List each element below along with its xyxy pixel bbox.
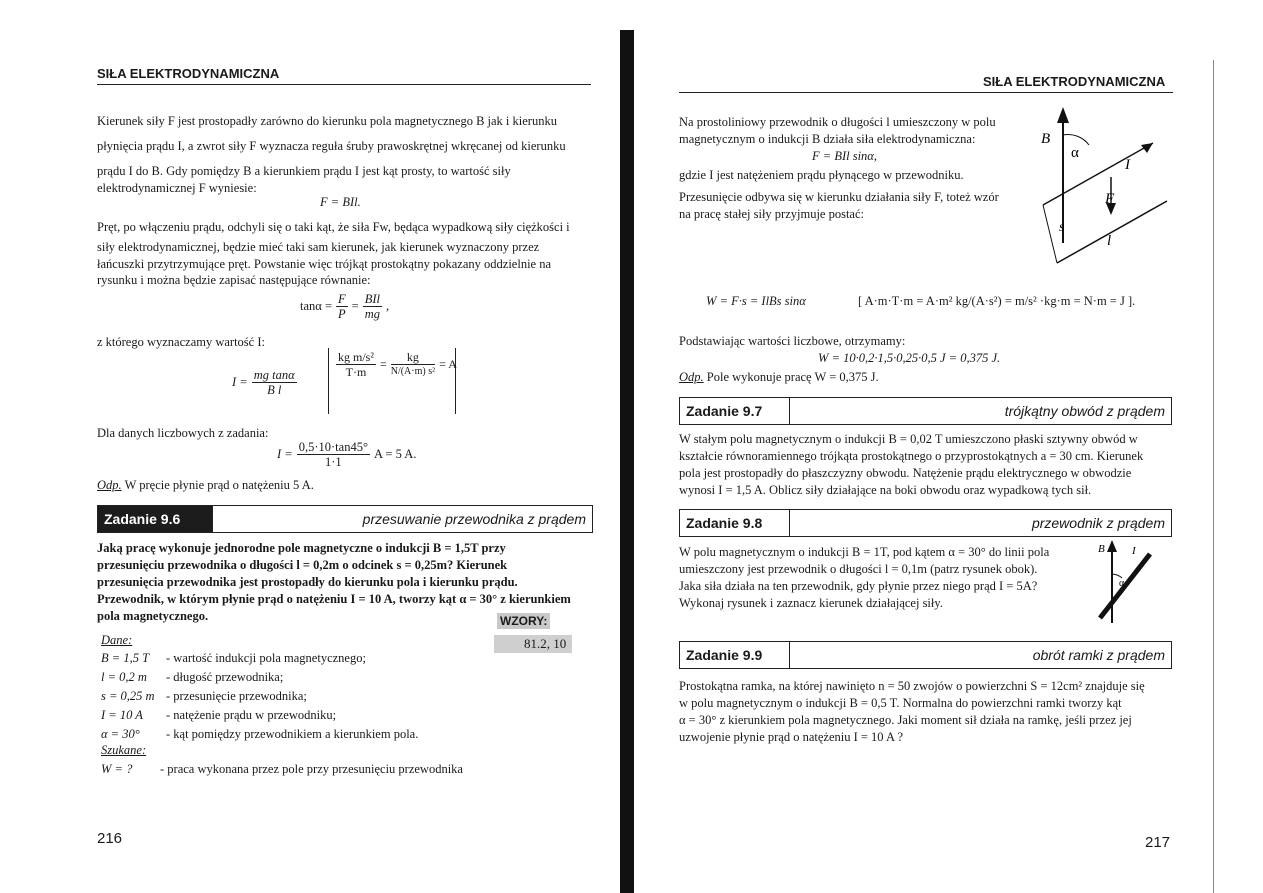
equation-f-bil: F = BIl. <box>320 195 361 209</box>
angle-arc <box>1063 134 1089 145</box>
text-line: gdzie I jest natężeniem prądu płynącego w przewodniku. <box>679 168 964 182</box>
denominator: P <box>338 307 346 321</box>
result-equation: W = 10·0,2·1,5·0,25·0,5 J = 0,375 J. <box>818 351 1001 365</box>
dane-desc: - natężenie prądu w przewodniku; <box>166 708 337 722</box>
fraction <box>336 350 376 379</box>
dane-symbol: l = 0,2 m <box>101 670 147 684</box>
work-unit-derivation: [ A·m·T·m = A·m² kg/(A·s²) = m/s² ·kg·m = N·m = J ]. <box>858 294 1136 308</box>
text-line: Pręt, po włączeniu prądu, odchyli się o taki kąt, że siła Fw, będąca wypadkową siły ciężkości i <box>97 220 570 234</box>
dane-symbol: I = 10 A <box>101 708 143 722</box>
page-number: 217 <box>1145 834 1171 851</box>
eq-lhs: I = <box>232 375 248 389</box>
header-rule <box>97 84 591 85</box>
text-line: W polu magnetycznym o indukcji B = 1T, pod kątem α = 30° do linii pola <box>679 545 1050 559</box>
text-line: umieszczony jest przewodnik o długości l = 0,1m (patrz rysunek obok). <box>679 562 1038 576</box>
label-f: F <box>1105 191 1115 207</box>
unit-result: = A <box>439 357 457 371</box>
eq-rhs: A = 5 A. <box>373 447 417 461</box>
line-from: z którego wyznaczamy wartość I: <box>97 335 265 349</box>
text-line: W stałym polu magnetycznym o indukcji B = 0,02 T umieszczono płaski sztywny obwód w <box>679 432 1138 446</box>
numerator: F <box>338 292 346 306</box>
text-line: kształcie równoramiennego trójkąta prostokątnego o przyprostokątnych a = 30 cm. Kierunek <box>679 449 1144 463</box>
text-line: pola magnetycznego. <box>97 609 209 623</box>
answer-line <box>679 369 879 386</box>
wzory-value: 81.2, 10 <box>494 635 572 653</box>
text-line: uzwojenie płynie prąd o natężeniu I = 10 A ? <box>679 730 903 744</box>
fraction <box>363 292 382 321</box>
text-line: wynosi I = 1,5 A. Oblicz siły działające na boki obwodu oraz wypadkową tych sił. <box>679 483 1092 497</box>
numerator: kg <box>391 350 435 365</box>
task-title: przesuwanie przewodnika z prądem <box>362 511 586 527</box>
text-line: Jaką pracę wykonuje jednorodne pole magnetyczne o indukcji B = 1,5T przy <box>97 541 506 555</box>
denominator: N/(A·m) s² <box>390 366 436 377</box>
conductor-upper <box>1043 143 1153 205</box>
task-label: Zadanie 9.7 <box>680 398 790 424</box>
task-text-9-9 <box>679 678 1171 746</box>
rod-paragraph <box>97 218 591 288</box>
text-line: pola jest prostopadły do płaszczyzny obwodu. Natężenie prądu elektrycznego w obwodzie <box>679 466 1132 480</box>
task-title: obrót ramki z prądem <box>1032 647 1165 663</box>
label-alpha: α <box>1071 145 1079 161</box>
wzory-label: WZORY: <box>497 613 550 629</box>
task-9-8-figure <box>1092 538 1162 628</box>
text-line: płynięcia prądu I, a zwrot siły F wyznacza reguła śruby prawoskrętnej wkręcanej od kierunku <box>97 139 566 153</box>
text-line: Na prostoliniowy przewodnik o długości l umieszczony w polu <box>679 115 996 129</box>
eq-lhs: I = <box>277 447 293 461</box>
right-page-header: SIŁA ELEKTRODYNAMICZNA <box>983 74 1166 89</box>
label-l: l <box>1107 233 1112 249</box>
arrow-head-b <box>1107 540 1117 552</box>
task-header-9-7 <box>679 397 1172 425</box>
task-header-9-6 <box>97 505 593 533</box>
denominator: mg <box>364 307 380 321</box>
equation-f-sin: F = BIl sinα, <box>812 149 877 163</box>
denominator: B l <box>267 383 282 397</box>
answer-line <box>97 476 314 495</box>
fraction <box>391 350 435 379</box>
comma: , <box>385 299 390 313</box>
page-number: 216 <box>97 830 123 847</box>
text-line: Przewodnik, w którym płynie prąd o natężeniu I = 10 A, tworzy kąt α = 30° z kierunkiem <box>97 592 571 606</box>
left-page-header: SIŁA ELEKTRODYNAMICZNA <box>97 66 280 81</box>
arrow-head-b <box>1057 107 1069 123</box>
intro-paragraph <box>97 112 591 196</box>
answer-text: W pręcie płynie prąd o natężeniu 5 A. <box>124 478 314 492</box>
right-intro <box>679 114 1019 148</box>
task-title: trójkątny obwód z prądem <box>1004 403 1165 419</box>
task-label: Zadanie 9.9 <box>680 642 790 668</box>
dane-desc: - przesunięcie przewodnika; <box>166 689 307 703</box>
conductor <box>1100 554 1150 618</box>
dane-desc: - wartość indukcji pola magnetycznego; <box>166 651 366 665</box>
header-rule <box>679 92 1173 93</box>
substitute-line: Podstawiając wartości liczbowe, otrzymamy: <box>679 334 906 348</box>
fraction <box>252 368 297 397</box>
eq-lhs: tanα = <box>300 299 332 313</box>
dane-symbol: α = 30° <box>101 727 140 741</box>
task-title: przewodnik z prądem <box>1031 515 1165 531</box>
fraction <box>336 292 348 321</box>
text-line: elektrodynamicznej F wyniesie: <box>97 181 257 195</box>
text-line: Prostokątna ramka, na której nawinięto n = 50 zwojów o powierzchni S = 12cm² znajduje się <box>679 679 1145 693</box>
binding-gutter <box>620 30 634 893</box>
task-label: Zadanie 9.6 <box>98 506 213 532</box>
unit-derivation <box>336 350 457 379</box>
text-line: Przesunięcie odbywa się w kierunku działania siły F, toteż wzór <box>679 190 999 204</box>
text-line: Wykonaj rysunek i zaznacz kierunek działającej siły. <box>679 596 943 610</box>
text-line: przesunięciu przewodnika o długości l = 0,2m o odcinek s = 0,25m? Kierunek <box>97 558 508 572</box>
label-b: B <box>1041 131 1051 147</box>
numerator: mg tanα <box>253 368 295 382</box>
answer-text: Pole wykonuje pracę W = 0,375 J. <box>706 370 879 384</box>
equation-tan <box>300 292 389 321</box>
equals: = <box>379 357 387 371</box>
text-line: przesunięcia przewodnika jest prostopadły do kierunku pola i kierunku prądu. <box>97 575 518 589</box>
equation-i <box>232 368 297 397</box>
numerator: BIl <box>364 292 380 306</box>
text-line: siły elektrodynamicznej, będzie mieć taki sam kierunek, jak kierunek wyznaczony przez <box>97 240 540 254</box>
dane-symbol: B = 1,5 T <box>101 651 150 665</box>
dane-desc: - długość przewodnika; <box>166 670 284 684</box>
text-line: magnetycznym o indukcji B działa siła elektrodynamiczna: <box>679 132 976 146</box>
numeric-line: Dla danych liczbowych z zadania: <box>97 426 269 440</box>
text-line: w polu magnetycznym o indukcji B = 0,5 T. Normalna do powierzchni ramki tworzy kąt <box>679 696 1122 710</box>
text-line: prądu I do B. Gdy pomiędzy B a kierunkiem prądu I jest kąt prosty, to wartość siły <box>97 164 511 178</box>
task-label: Zadanie 9.8 <box>680 510 790 536</box>
label-i: I <box>1132 545 1136 557</box>
text-line: Kierunek siły F jest prostopadły zarówno do kierunku pola magnetycznego B jak i kierunku <box>97 114 557 128</box>
szukane-desc: - praca wykonana przez pole przy przesunięciu przewodnika <box>160 762 463 776</box>
numerator: 0,5·10·tan45° <box>298 440 368 454</box>
fraction <box>297 440 370 469</box>
page-edge-line <box>1213 60 1214 893</box>
dane-symbol: s = 0,25 m <box>101 689 155 703</box>
task-header-9-8 <box>679 509 1172 537</box>
text-line: α = 30° z kierunkiem pola magnetycznego. Jaki moment sił działa na ramkę, jeśli przez jej <box>679 713 1132 727</box>
answer-label: Odp. <box>679 370 704 384</box>
text-line: na pracę stałej siły przyjmuje postać: <box>679 207 865 221</box>
denominator: T·m <box>345 365 367 379</box>
text-line: Jaka siła działa na ten przewodnik, gdy płynie przez niego prąd I = 5A? <box>679 579 1038 593</box>
numerator: kg m/s² <box>338 350 374 364</box>
task-text-9-8 <box>679 544 1077 612</box>
label-b: B <box>1098 543 1105 555</box>
label-s: s <box>1059 220 1065 235</box>
answer-label: Odp. <box>97 478 122 492</box>
dane-label: Dane: <box>101 633 133 647</box>
text-line: rysunku i można będzie zapisać następujące równanie: <box>97 273 371 287</box>
text-line: łańcuszki przytrzymujące pręt. Powstanie więc trójkąt prostokątny pokazany oddzielnie na <box>97 257 552 271</box>
szukane-label: Szukane: <box>101 743 147 757</box>
denominator: 1·1 <box>325 455 342 469</box>
label-i: I <box>1125 157 1130 173</box>
work-equation: W = F·s = IlBs sinα <box>706 294 806 308</box>
dane-desc: - kąt pomiędzy przewodnikiem a kierunkiem pola. <box>166 727 419 741</box>
label-alpha: α <box>1119 578 1125 589</box>
task-text-9-7 <box>679 431 1171 499</box>
conductor-figure <box>1035 105 1175 275</box>
right-intro-2 <box>679 167 1019 223</box>
displacement-line <box>1043 205 1057 263</box>
equation-numeric <box>277 440 416 469</box>
equals: = <box>351 299 359 313</box>
task-header-9-9 <box>679 641 1172 669</box>
szukane-symbol: W = ? <box>101 762 133 776</box>
